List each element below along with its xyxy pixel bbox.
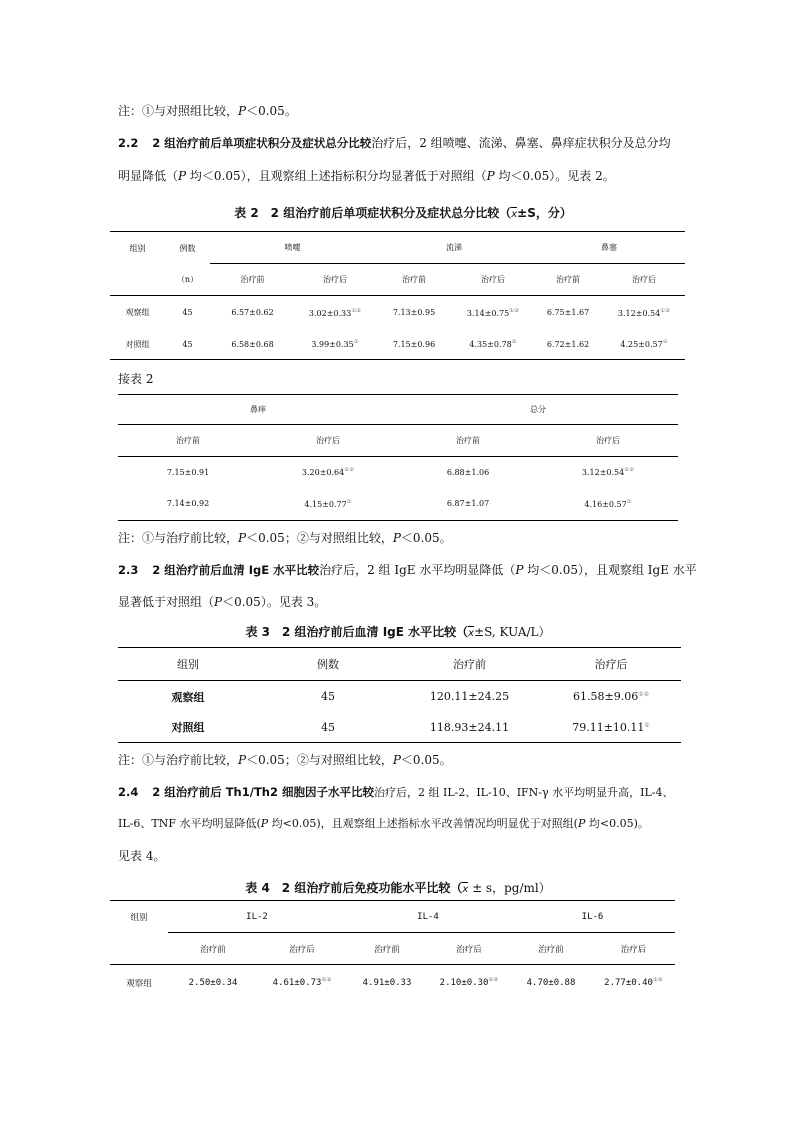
table2-header-after: 治疗后 [632, 275, 656, 284]
group-cell: 观察组 [125, 308, 150, 318]
table4-header-after: 治疗后 [456, 944, 482, 955]
table3-header-group: 组别 [177, 658, 199, 671]
value-cell: 7.14±0.92 [166, 499, 210, 509]
section-2-2-line2: 明显降低（P 均＜0.05），且观察组上述指标积分均显著低于对照组（P 均＜0.05）。见表 2。 [118, 169, 615, 183]
table2-header-sneeze: 喷嚏 [210, 232, 375, 264]
section-2-2 [118, 133, 688, 186]
table2-header-before: 治疗前 [402, 275, 426, 284]
table2b-header-before: 治疗前 [176, 436, 200, 445]
section-2-3 [118, 560, 697, 612]
table2-continued-label: 接表 2 [118, 372, 154, 386]
section-heading: 2 组治疗前后血清 IgE 水平比较 [152, 563, 320, 577]
table4 [110, 900, 675, 1001]
value-cell: 3.99±0.35① [311, 339, 359, 350]
value-cell: 2.77±0.40①② [604, 977, 663, 989]
value-cell: 4.61±0.73①② [272, 977, 332, 989]
section-number: 2.2 [118, 136, 139, 150]
table2-continued [118, 394, 678, 521]
value-cell: 7.15±0.91 [166, 467, 210, 477]
table4-header-before: 治疗前 [200, 944, 226, 955]
table2-header-before: 治疗前 [240, 275, 265, 284]
table2b-header-itch: 鼻痒 [250, 405, 266, 414]
table3 [118, 647, 681, 743]
table4-header-after: 治疗后 [289, 944, 315, 955]
table4-header-il4: IL-4 [346, 901, 510, 933]
value-cell: 79.11±10.11① [572, 720, 650, 734]
table-row [118, 681, 681, 713]
value-cell: 4.16±0.57① [584, 498, 632, 509]
n-cell: 45 [182, 339, 193, 349]
table2 [110, 231, 685, 360]
value-cell: 3.14±0.75①② [466, 307, 520, 318]
section-heading: 2 组治疗前后单项症状积分及症状总分比较 [152, 136, 372, 150]
value-cell: 4.15±0.77① [304, 498, 352, 509]
table2-header-before: 治疗前 [556, 275, 580, 284]
table-row [110, 965, 675, 1001]
table2b-header-after: 治疗后 [316, 436, 340, 445]
value-cell: 4.35±0.78① [469, 339, 517, 350]
table4-header-il2: IL-2 [168, 901, 346, 933]
value-cell: 3.12±0.54①② [617, 307, 671, 318]
value-cell: 6.87±1.07 [446, 499, 490, 509]
value-cell: 118.93±24.11 [429, 720, 510, 734]
value-cell: 4.25±0.57① [620, 339, 668, 350]
value-cell: 6.88±1.06 [446, 467, 490, 477]
value-cell: 4.70±0.88 [526, 977, 576, 988]
table2-note: 注：①与治疗前比较，P＜0.05；②与对照组比较，P＜0.05。 [118, 531, 452, 545]
value-cell: 6.72±1.62 [546, 339, 590, 349]
value-cell: 3.20±0.64①② [301, 467, 355, 478]
section-2-4-line2: IL-6、TNF 水平均明显降低(P 均<0.05)，且观察组上述指标水平改善情况均明显优于对照组(P 均<0.05)。 [118, 817, 649, 830]
section-heading: 2 组治疗前后 Th1/Th2 细胞因子水平比较 [152, 785, 374, 799]
table4-header-after: 治疗后 [620, 944, 647, 955]
n-cell: 45 [321, 690, 335, 704]
section-number: 2.4 [118, 785, 139, 799]
group-cell: 对照组 [171, 721, 205, 735]
value-cell: 3.02±0.33①② [308, 307, 362, 318]
value-cell: 4.91±0.33 [362, 977, 412, 988]
table4-header-before: 治疗前 [374, 944, 400, 955]
section-2-4 [118, 782, 688, 866]
group-cell: 观察组 [126, 978, 152, 989]
table-row [118, 713, 681, 743]
table2-header-after: 治疗后 [323, 275, 347, 284]
table-row [110, 330, 685, 360]
note-top: 注：①与对照组比较，P＜0.05。 [118, 104, 297, 118]
table4-header-before: 治疗前 [538, 944, 564, 955]
table-row [118, 488, 678, 521]
table2-header-n-unit: （n） [176, 274, 199, 284]
n-cell: 45 [321, 720, 335, 734]
table3-caption: 表 3 2 组治疗前后血清 IgE 水平比较（x±S, KUA/L） [245, 625, 551, 639]
value-cell: 61.58±9.06①② [573, 690, 649, 704]
value-cell: 7.13±0.95 [392, 308, 436, 318]
table3-header-before: 治疗前 [453, 658, 486, 671]
n-cell: 45 [182, 308, 193, 318]
value-cell: 7.15±0.96 [392, 339, 436, 349]
value-cell: 6.57±0.62 [231, 308, 274, 318]
value-cell: 2.10±0.30①② [439, 977, 499, 989]
table3-header-after: 治疗后 [594, 658, 628, 671]
table2b-header-before: 治疗前 [456, 436, 480, 445]
section-2-4-line1: 2.4 2 组治疗前后 Th1/Th2 细胞因子水平比较治疗后，2 组 IL-2、IL-10、IFN-γ 水平均明显升高，IL-4、 [118, 785, 674, 799]
table-row [110, 296, 685, 330]
table2-caption: 表 2 2 组治疗前后单项症状积分及症状总分比较（x±S，分） [234, 206, 572, 220]
table4-header-il6: IL-6 [510, 901, 675, 933]
value-cell: 6.58±0.68 [231, 339, 274, 349]
table-row [118, 457, 678, 488]
value-cell: 6.75±1.67 [546, 308, 590, 318]
value-cell: 120.11±24.25 [429, 690, 510, 704]
section-2-3-line2: 显著低于对照组（P＜0.05）。见表 3。 [118, 595, 327, 609]
section-2-4-line3: 见表 4。 [118, 849, 166, 863]
section-2-2-line1: 2.2 2 组治疗前后单项症状积分及症状总分比较治疗后，2 组喷嚏、流涕、鼻塞、鼻痒症状积分及总分均 [118, 136, 671, 150]
table2-header-block: 鼻塞 [533, 232, 685, 264]
section-2-3-line1: 2.3 2 组治疗前后血清 IgE 水平比较治疗后，2 组 IgE 水平均明显降低（P 均＜0.05），且观察组 IgE 水平 [118, 563, 697, 577]
table2b-header-total: 总分 [530, 405, 546, 414]
table3-header-n: 例数 [317, 658, 339, 671]
table2b-header-after: 治疗后 [596, 436, 620, 445]
table2-header-after: 治疗后 [481, 275, 505, 284]
table2-header-runny: 流涕 [375, 232, 533, 264]
group-cell: 对照组 [125, 339, 150, 349]
value-cell: 2.50±0.34 [188, 977, 238, 988]
section-number: 2.3 [118, 563, 139, 577]
table2-header-group: 组别 [129, 244, 146, 253]
table2-header-n: 例数 [179, 244, 196, 253]
group-cell: 观察组 [171, 690, 205, 704]
table3-note: 注：①与治疗前比较，P＜0.05；②与对照组比较，P＜0.05。 [118, 753, 452, 767]
table4-header-group: 组别 [130, 913, 148, 923]
table4-caption: 表 4 2 组治疗前后免疫功能水平比较（x ± s，pg/ml） [245, 881, 551, 895]
value-cell: 3.12±0.54①② [581, 467, 635, 478]
